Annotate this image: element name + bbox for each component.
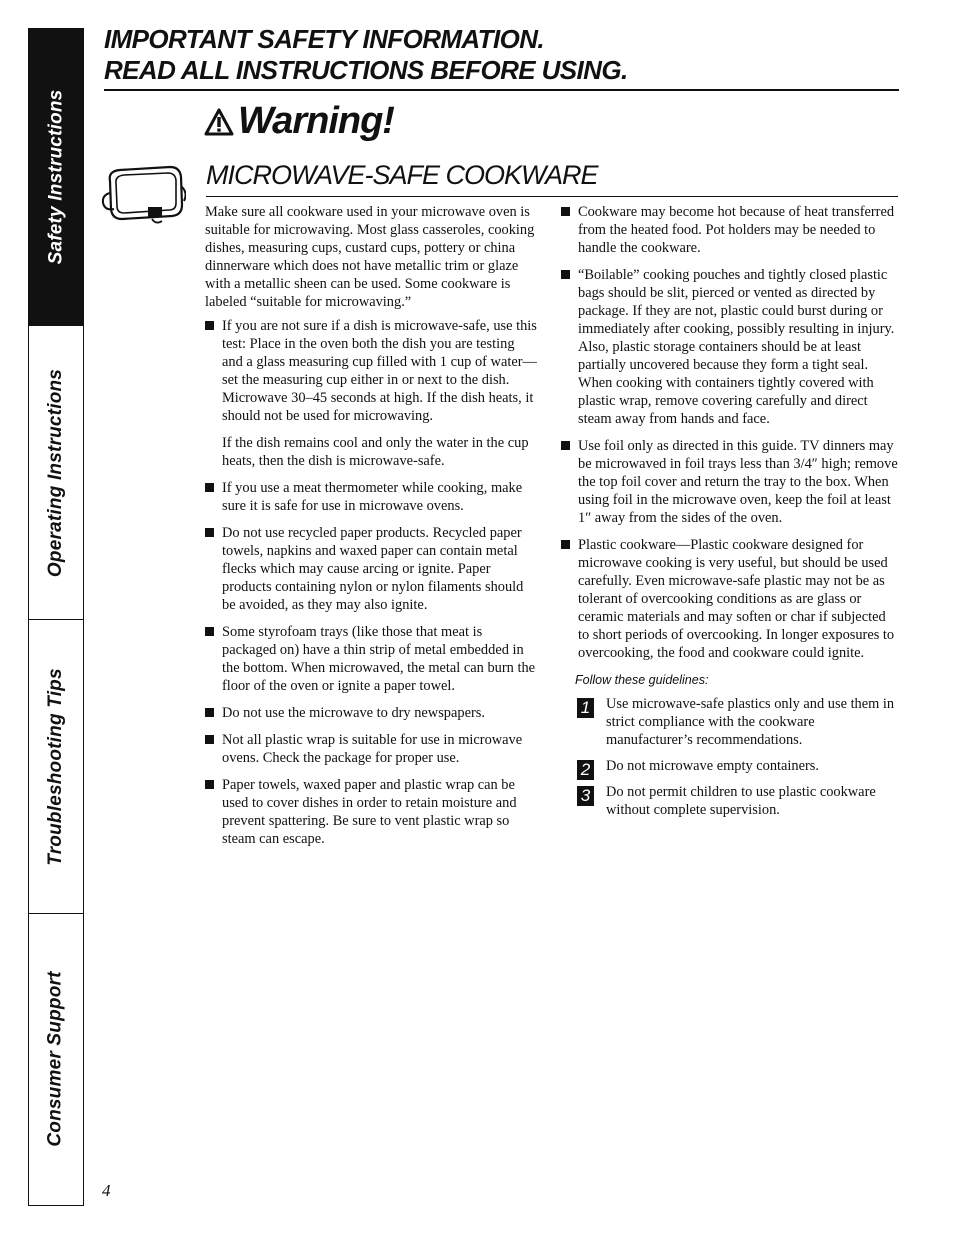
guideline-step [561,757,899,779]
list-item-text: Some styrofoam trays (like those that meat is packaged on) have a thin strip of metal embedded in the bottom. When microwaved, the metal can burn the floor of the oven or ignite a paper towel. [222,624,536,694]
bullet-square-icon [561,441,570,450]
header-divider [104,89,899,91]
bullet-square-icon [205,708,214,717]
bullet-square-icon [561,207,570,216]
list-item [561,266,899,428]
list-item-text: Cookware may become hot because of heat transferred from the heated food. Pot holders may be needed to handle the cookware. [578,204,895,256]
guidelines-label: Follow these guidelines: [575,673,709,687]
step-number-badge: 3 [577,786,594,806]
list-item [561,536,899,662]
page-number: 4 [102,1181,111,1200]
tab-label: Troubleshooting Tips [45,667,66,866]
cookware-dish-icon [100,163,186,231]
list-item [205,524,537,614]
bullet-square-icon [561,540,570,549]
side-tab-bar [28,28,84,1206]
list-item-text: Do not use recycled paper products. Recycled paper towels, napkins and waxed paper can contain metal flecks which may cause arcing or ignite. Paper products containing nylon or nylon filaments should be avoided, as they may also ignite. [222,525,524,613]
list-item [205,623,537,695]
list-item-text: If you use a meat thermometer while cooking, make sure it is safe for use in microwave ovens. [222,480,523,514]
bullet-square-icon [205,528,214,537]
section-title: MICROWAVE-SAFE COOKWARE [206,160,598,190]
list-item-subtext: If the dish remains cool and only the water in the cup heats, then the dish is microwave-safe. [222,435,529,469]
guideline-step [561,695,899,749]
warning-label: Warning! [238,100,394,142]
list-item-text: If you are not sure if a dish is microwave-safe, use this test: Place in the oven both the dish you are testing and a glass measuring cup filled with 1 cup of water—set the measuring cup either in or next to the dish. Microwave 30–45 seconds at high. If the dish heats, it should not be used for microwaving. [222,318,537,424]
header-line-1: IMPORTANT SAFETY INFORMATION. [104,24,544,54]
bullet-square-icon [205,780,214,789]
list-item-text: “Boilable” cooking pouches and tightly closed plastic bags should be slit, pierced or vented as directed by package. If they are not, plastic could burst during or immediately after cooking, possibly resulting in injury. Also, plastic storage containers should be at least partially uncovered because they form a tight seal. When cooking with containers tightly covered with plastic wrap, remove covering carefully and direct steam away from hands and face. [578,267,895,427]
list-item [205,731,537,767]
list-item-text: Use foil only as directed in this guide. TV dinners may be microwaved in foil trays less than 3/4″ high; remove the top foil cover and return the tray to the box. When using foil in the microwave oven, keep the foil at least 1″ away from the sides of the oven. [578,438,898,526]
step-number-badge: 1 [577,698,594,718]
warning-heading [204,100,394,143]
list-item [561,437,899,527]
list-item [205,776,537,848]
section-divider [206,196,898,197]
list-item [561,203,899,257]
tab-safety-instructions[interactable] [29,29,83,326]
tab-label: Operating Instructions [45,368,67,577]
bullet-square-icon [205,735,214,744]
list-item [205,317,537,470]
tab-label: Safety Instructions [45,89,66,265]
page-header [104,24,899,86]
tab-label: Consumer Support [45,971,67,1147]
tab-consumer-support[interactable] [29,914,83,1204]
guideline-step [561,783,899,819]
list-item-text: Not all plastic wrap is suitable for use in microwave ovens. Check the package for proper use. [222,732,523,766]
header-line-2: READ ALL INSTRUCTIONS BEFORE USING. [104,55,628,85]
list-item [205,704,537,722]
bullet-square-icon [561,270,570,279]
tab-operating-instructions[interactable] [29,326,83,620]
tab-troubleshooting-tips[interactable] [29,620,83,914]
list-item-text: Plastic cookware—Plastic cookware designed for microwave cooking is very useful, but should be used carefully. Even microwave-safe plastic may not be as tolerant of overcooking conditions as are glass or ceramic materials and may soften or char if subjected to short periods of overcooking. In longer exposures to overcooking, the food and cookware could ignite. [578,537,895,661]
intro-paragraph: Make sure all cookware used in your microwave oven is suitable for microwaving. Most glass casseroles, cooking dishes, measuring cups, custard cups, pottery or china dinnerware which does not have metallic trim or glaze with a metallic sheen can be used. Some cookware is labeled “suitable for microwaving.” [205,204,535,310]
step-text: Do not permit children to use plastic cookware without complete supervision. [606,784,876,818]
bullet-square-icon [205,321,214,330]
bullet-square-icon [205,483,214,492]
bullet-square-icon [205,627,214,636]
step-text: Do not microwave empty containers. [606,758,819,774]
right-column [561,203,899,827]
step-text: Use microwave-safe plastics only and use them in strict compliance with the cookware manufacturer’s recommendations. [606,696,895,748]
list-item-text: Paper towels, waxed paper and plastic wrap can be used to cover dishes in order to retain moisture and prevent spattering. Be sure to vent plastic wrap so steam can escape. [222,777,517,847]
warning-triangle-icon [204,108,234,136]
list-item [205,479,537,515]
left-column [205,203,537,857]
step-number-badge: 2 [577,760,594,780]
list-item-text: Do not use the microwave to dry newspapers. [222,705,485,721]
